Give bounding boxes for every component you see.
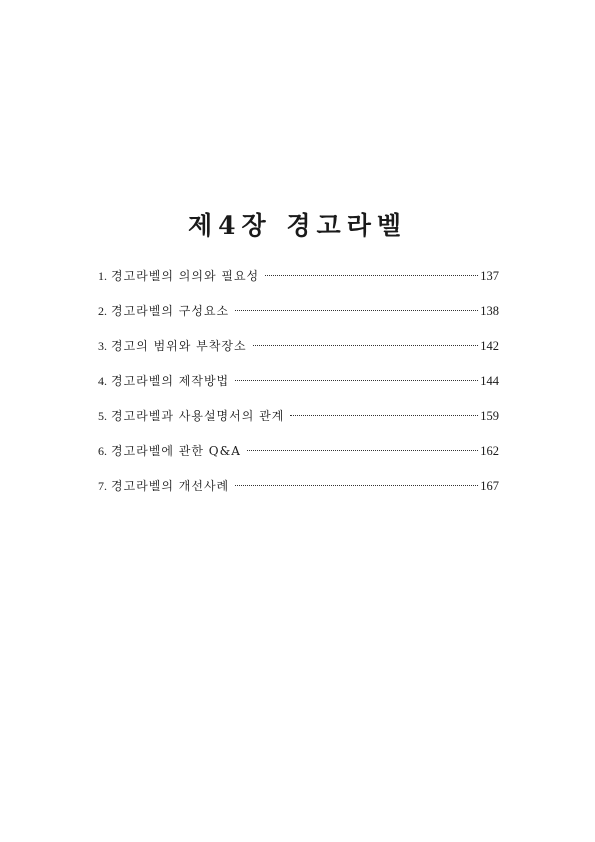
toc-entry-page: 162 [480,444,499,458]
dot-leader [253,344,479,346]
toc-entry[interactable] [98,336,499,371]
toc-entry-number: 1. [98,269,107,283]
dot-leader [235,484,478,486]
toc-entry-page: 159 [480,409,499,423]
toc-entry-title: 경고라벨의 제작방법 [111,374,230,388]
toc-entry-number: 7. [98,479,107,493]
toc-entry[interactable] [98,406,499,441]
dot-leader [247,449,478,451]
toc-entry-page: 167 [480,479,499,493]
chapter-title: 제4장 경고라벨 [188,210,407,240]
dot-leader [235,309,478,311]
dot-leader [235,379,478,381]
toc-entry-title: 경고라벨과 사용설명서의 관계 [111,409,285,423]
toc-entry-page: 137 [480,269,499,283]
toc-entry-number: 4. [98,374,107,388]
toc-entry-number: 6. [98,444,107,458]
toc-entry[interactable] [98,441,499,476]
toc-entry-title: 경고라벨의 의의와 필요성 [111,269,260,283]
toc-entry-title: 경고라벨의 개선사례 [111,479,230,493]
dot-leader [265,274,478,276]
toc-entry[interactable] [98,476,499,511]
toc-entry-title: 경고의 범위와 부착장소 [111,339,247,353]
toc-entry-number: 5. [98,409,107,423]
toc-entry-page: 144 [480,374,499,388]
toc-entry-number: 2. [98,304,107,318]
toc-entry[interactable] [98,371,499,406]
toc-entry-page: 138 [480,304,499,318]
toc-entry[interactable] [98,266,499,301]
toc-entry-number: 3. [98,339,107,353]
table-of-contents [98,266,499,511]
toc-entry-title: 경고라벨의 구성요소 [111,304,230,318]
dot-leader [290,414,478,416]
toc-entry-title: 경고라벨에 관한 Q&A [111,444,241,458]
toc-entry[interactable] [98,301,499,336]
toc-entry-page: 142 [480,339,499,353]
